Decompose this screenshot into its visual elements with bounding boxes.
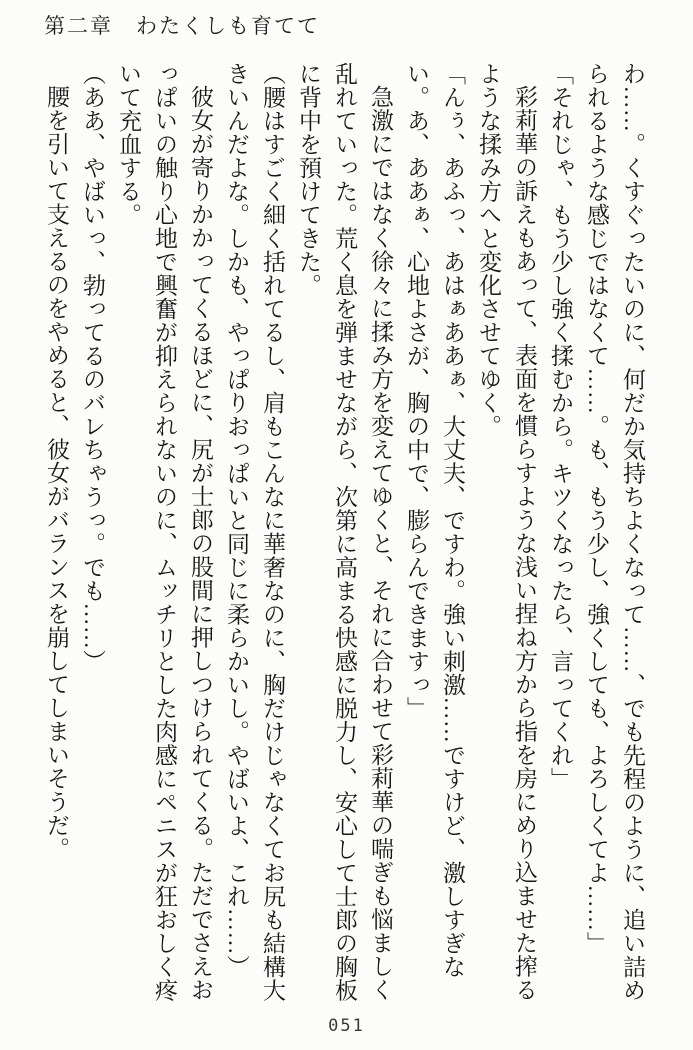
vertical-text-block <box>38 62 650 1010</box>
paragraph: 彩莉華の訴えもあって、表面を慣らすような浅い捏ね方から指を房にめり込ませた搾るような揉み方へと変化させてゆく。 <box>476 62 537 1002</box>
page-number: 051 <box>328 1016 365 1036</box>
chapter-running-header: 第二章 わたくしも育てて <box>44 14 320 38</box>
paragraph: 腰を引いて支えるのをやめると、彼女がバランスを崩してしまいそうだ。 <box>44 85 69 861</box>
paragraph: （腰はすごく細く括れてるし、肩もこんなに華奢なのに、胸だけじゃなくてお尻も結構大きいんだよな。しかも、やっぱりおっぱいと同じに柔らかいし。やばいよ、これ……） <box>224 62 285 1002</box>
paragraph: 彼女が寄りかかってくるほどに、尻が士郎の股間に押しつけられてくる。ただでさえおっぱいの触り心地で興奮が抑えられないのに、ムッチリとした肉感にペニスが狂おしく疼いて充血する。 <box>116 62 213 1002</box>
paragraph: （ああ、やばいっ、勃ってるのバレちゃうっ。でも……） <box>80 62 105 673</box>
paragraph: 急激にではなく徐々に揉み方を変えてゆくと、それに合わせて彩莉華の喘ぎも悩ましく乱れていった。荒く息を弾ませながら、次第に高まる快感に脱力し、安心して士郎の胸板に背中を預けてきた。 <box>296 62 393 1002</box>
paragraph: 「それじゃ、もう少し強く揉むから。キツくなったら、言ってくれ」 <box>548 62 573 791</box>
paragraph: わ……。くすぐったいのに、何だか気持ちよくなって……、でも先程のように、追い詰められるような感じではなくて……。も、もう少し、強くしても、よろしくてよ……」 <box>584 62 645 1002</box>
paragraph: 「んぅ、あふっ、あはぁああぁ、大丈夫、ですわ。強い刺激……ですけど、激しすぎない。あ、ああぁ、心地よさが、胸の中で、膨らんできますっ」 <box>404 62 465 979</box>
